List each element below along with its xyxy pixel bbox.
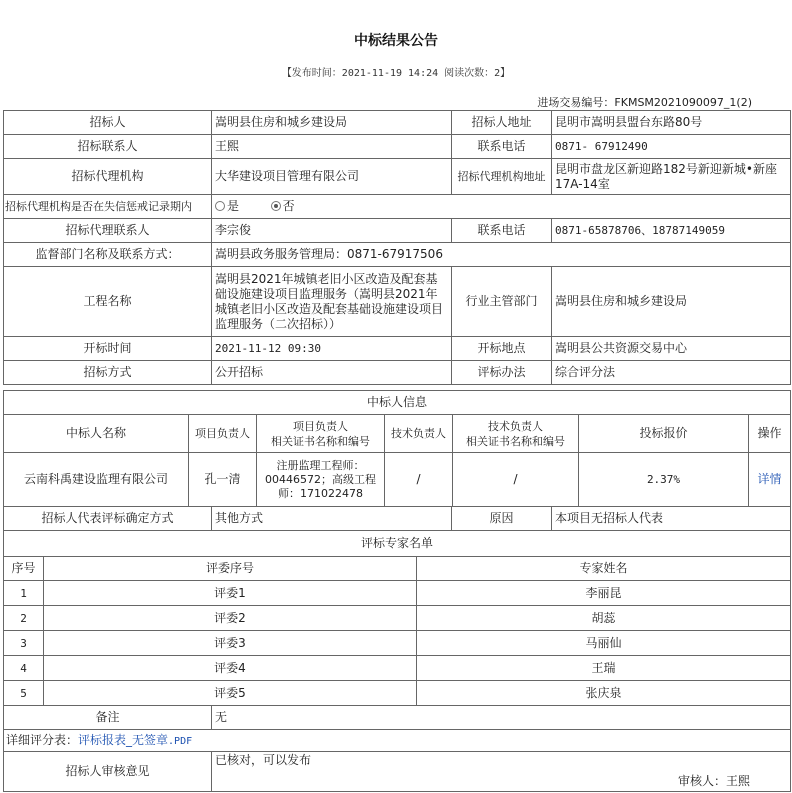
detail-row — [4, 730, 791, 752]
rep-label: 招标人代表评标确定方式 — [4, 507, 212, 531]
open-time-label: 开标时间 — [4, 337, 212, 361]
expert-seat: 评委1 — [44, 581, 417, 606]
winner-header-manager-cert: 项目负责人 相关证书名称和编号 — [257, 415, 385, 453]
tenderer-label: 招标人 — [4, 111, 212, 135]
radio-no[interactable]: 否 — [271, 199, 295, 213]
table-row — [4, 631, 791, 656]
publish-meta: 【发布时间：2021-11-19 14:24 阅读次数：2】 — [281, 68, 511, 79]
tenderer-phone-value: 0871- 67912490 — [552, 135, 791, 159]
winner-header-price: 投标报价 — [579, 415, 749, 453]
winner-tech-cert: / — [453, 453, 579, 507]
tenderer-addr-value: 昆明市嵩明县盟台东路80号 — [552, 111, 791, 135]
industry-label: 行业主管部门 — [452, 267, 552, 337]
tenderer-contact-value: 王熙 — [212, 135, 452, 159]
reviewer: 审核人：王熙 — [677, 774, 750, 788]
experts-header-name: 专家姓名 — [417, 557, 791, 581]
remark-label: 备注 — [4, 706, 212, 730]
expert-name: 张庆泉 — [417, 681, 791, 706]
eval-label: 评标办法 — [452, 361, 552, 385]
open-time-value: 2021-11-12 09:30 — [212, 337, 452, 361]
radio-yes-icon — [215, 201, 225, 211]
method-label: 招标方式 — [4, 361, 212, 385]
reason-label: 原因 — [452, 507, 552, 531]
expert-name: 王瑞 — [417, 656, 791, 681]
agency-phone-label: 联系电话 — [452, 219, 552, 243]
agency-addr-value: 昆明市盘龙区新迎路182号新迎新城•新座17A-14室 — [552, 159, 791, 195]
table-row — [4, 581, 791, 606]
expert-name: 马丽仙 — [417, 631, 791, 656]
radio-no-icon — [271, 201, 281, 211]
winner-price: 2.37% — [579, 453, 749, 507]
winner-detail-link[interactable]: 详情 — [749, 453, 791, 507]
winner-table — [3, 390, 791, 507]
winner-header-action: 操作 — [749, 415, 791, 453]
expert-seat: 评委3 — [44, 631, 417, 656]
remark-value: 无 — [212, 706, 791, 730]
winner-header-tech: 技术负责人 — [385, 415, 453, 453]
tenderer-phone-label: 联系电话 — [452, 135, 552, 159]
expert-seat: 评委4 — [44, 656, 417, 681]
experts-header-seat: 评委序号 — [44, 557, 417, 581]
tenderer-contact-label: 招标联系人 — [4, 135, 212, 159]
rep-value: 其他方式 — [212, 507, 452, 531]
dishonest-label: 招标代理机构是否在失信惩戒记录期内 — [4, 195, 212, 219]
agency-phone-value: 0871-65878706、18787149059 — [552, 219, 791, 243]
agency-contact-value: 李宗俊 — [212, 219, 452, 243]
experts-header-no: 序号 — [4, 557, 44, 581]
review-label: 招标人审核意见 — [4, 752, 212, 792]
project-name-label: 工程名称 — [4, 267, 212, 337]
expert-no: 3 — [4, 631, 44, 656]
winner-header-name: 中标人名称 — [4, 415, 189, 453]
reason-value: 本项目无招标人代表 — [552, 507, 791, 531]
winner-name: 云南科禹建设监理有限公司 — [4, 453, 189, 507]
winner-section-title: 中标人信息 — [4, 391, 791, 415]
detail-pdf-link[interactable]: 评标报表_无签章.PDF — [78, 732, 193, 747]
winner-manager-cert: 注册监理工程师：00446572；高级工程师：171022478 — [257, 453, 385, 507]
agency-contact-label: 招标代理联系人 — [4, 219, 212, 243]
agency-value: 大华建设项目管理有限公司 — [212, 159, 452, 195]
detail-label: 详细评分表： — [6, 732, 79, 747]
footer-table — [3, 705, 791, 792]
table-row — [4, 681, 791, 706]
radio-yes[interactable]: 是 — [215, 199, 239, 213]
experts-table — [3, 530, 791, 706]
open-place-value: 嵩明县公共资源交易中心 — [552, 337, 791, 361]
experts-section-title: 评标专家名单 — [4, 531, 791, 557]
info-table — [3, 110, 791, 385]
review-cell — [212, 752, 791, 792]
project-name-value: 嵩明县2021年城镇老旧小区改造及配套基础设施建设项目监理服务（嵩明县2021年城镇老旧小区改造及配套基础设施建设项目监理服务（二次招标）） — [212, 267, 452, 337]
winner-tech: / — [385, 453, 453, 507]
tenderer-addr-label: 招标人地址 — [452, 111, 552, 135]
open-place-label: 开标地点 — [452, 337, 552, 361]
expert-seat: 评委5 — [44, 681, 417, 706]
eval-value: 综合评分法 — [552, 361, 791, 385]
tenderer-value: 嵩明县住房和城乡建设局 — [212, 111, 452, 135]
rep-table — [3, 506, 791, 531]
winner-manager: 孔一清 — [189, 453, 257, 507]
expert-no: 4 — [4, 656, 44, 681]
project-code: 进场交易编号：FKMSM2021090097_1(2) — [537, 96, 752, 109]
dishonest-options — [212, 195, 791, 219]
expert-no: 5 — [4, 681, 44, 706]
expert-no: 2 — [4, 606, 44, 631]
agency-addr-label: 招标代理机构地址 — [452, 159, 552, 195]
table-row — [4, 606, 791, 631]
supervisor-label: 监督部门名称及联系方式： — [4, 243, 212, 267]
review-value: 已核对，可以发布 — [215, 753, 312, 767]
winner-header-manager: 项目负责人 — [189, 415, 257, 453]
page-title: 中标结果公告 — [354, 33, 438, 49]
table-row — [4, 656, 791, 681]
expert-name: 李丽昆 — [417, 581, 791, 606]
agency-label: 招标代理机构 — [4, 159, 212, 195]
expert-no: 1 — [4, 581, 44, 606]
industry-value: 嵩明县住房和城乡建设局 — [552, 267, 791, 337]
supervisor-value: 嵩明县政务服务管理局：0871-67917506 — [212, 243, 791, 267]
expert-seat: 评委2 — [44, 606, 417, 631]
expert-name: 胡蕊 — [417, 606, 791, 631]
winner-header-tech-cert: 技术负责人 相关证书名称和编号 — [453, 415, 579, 453]
method-value: 公开招标 — [212, 361, 452, 385]
